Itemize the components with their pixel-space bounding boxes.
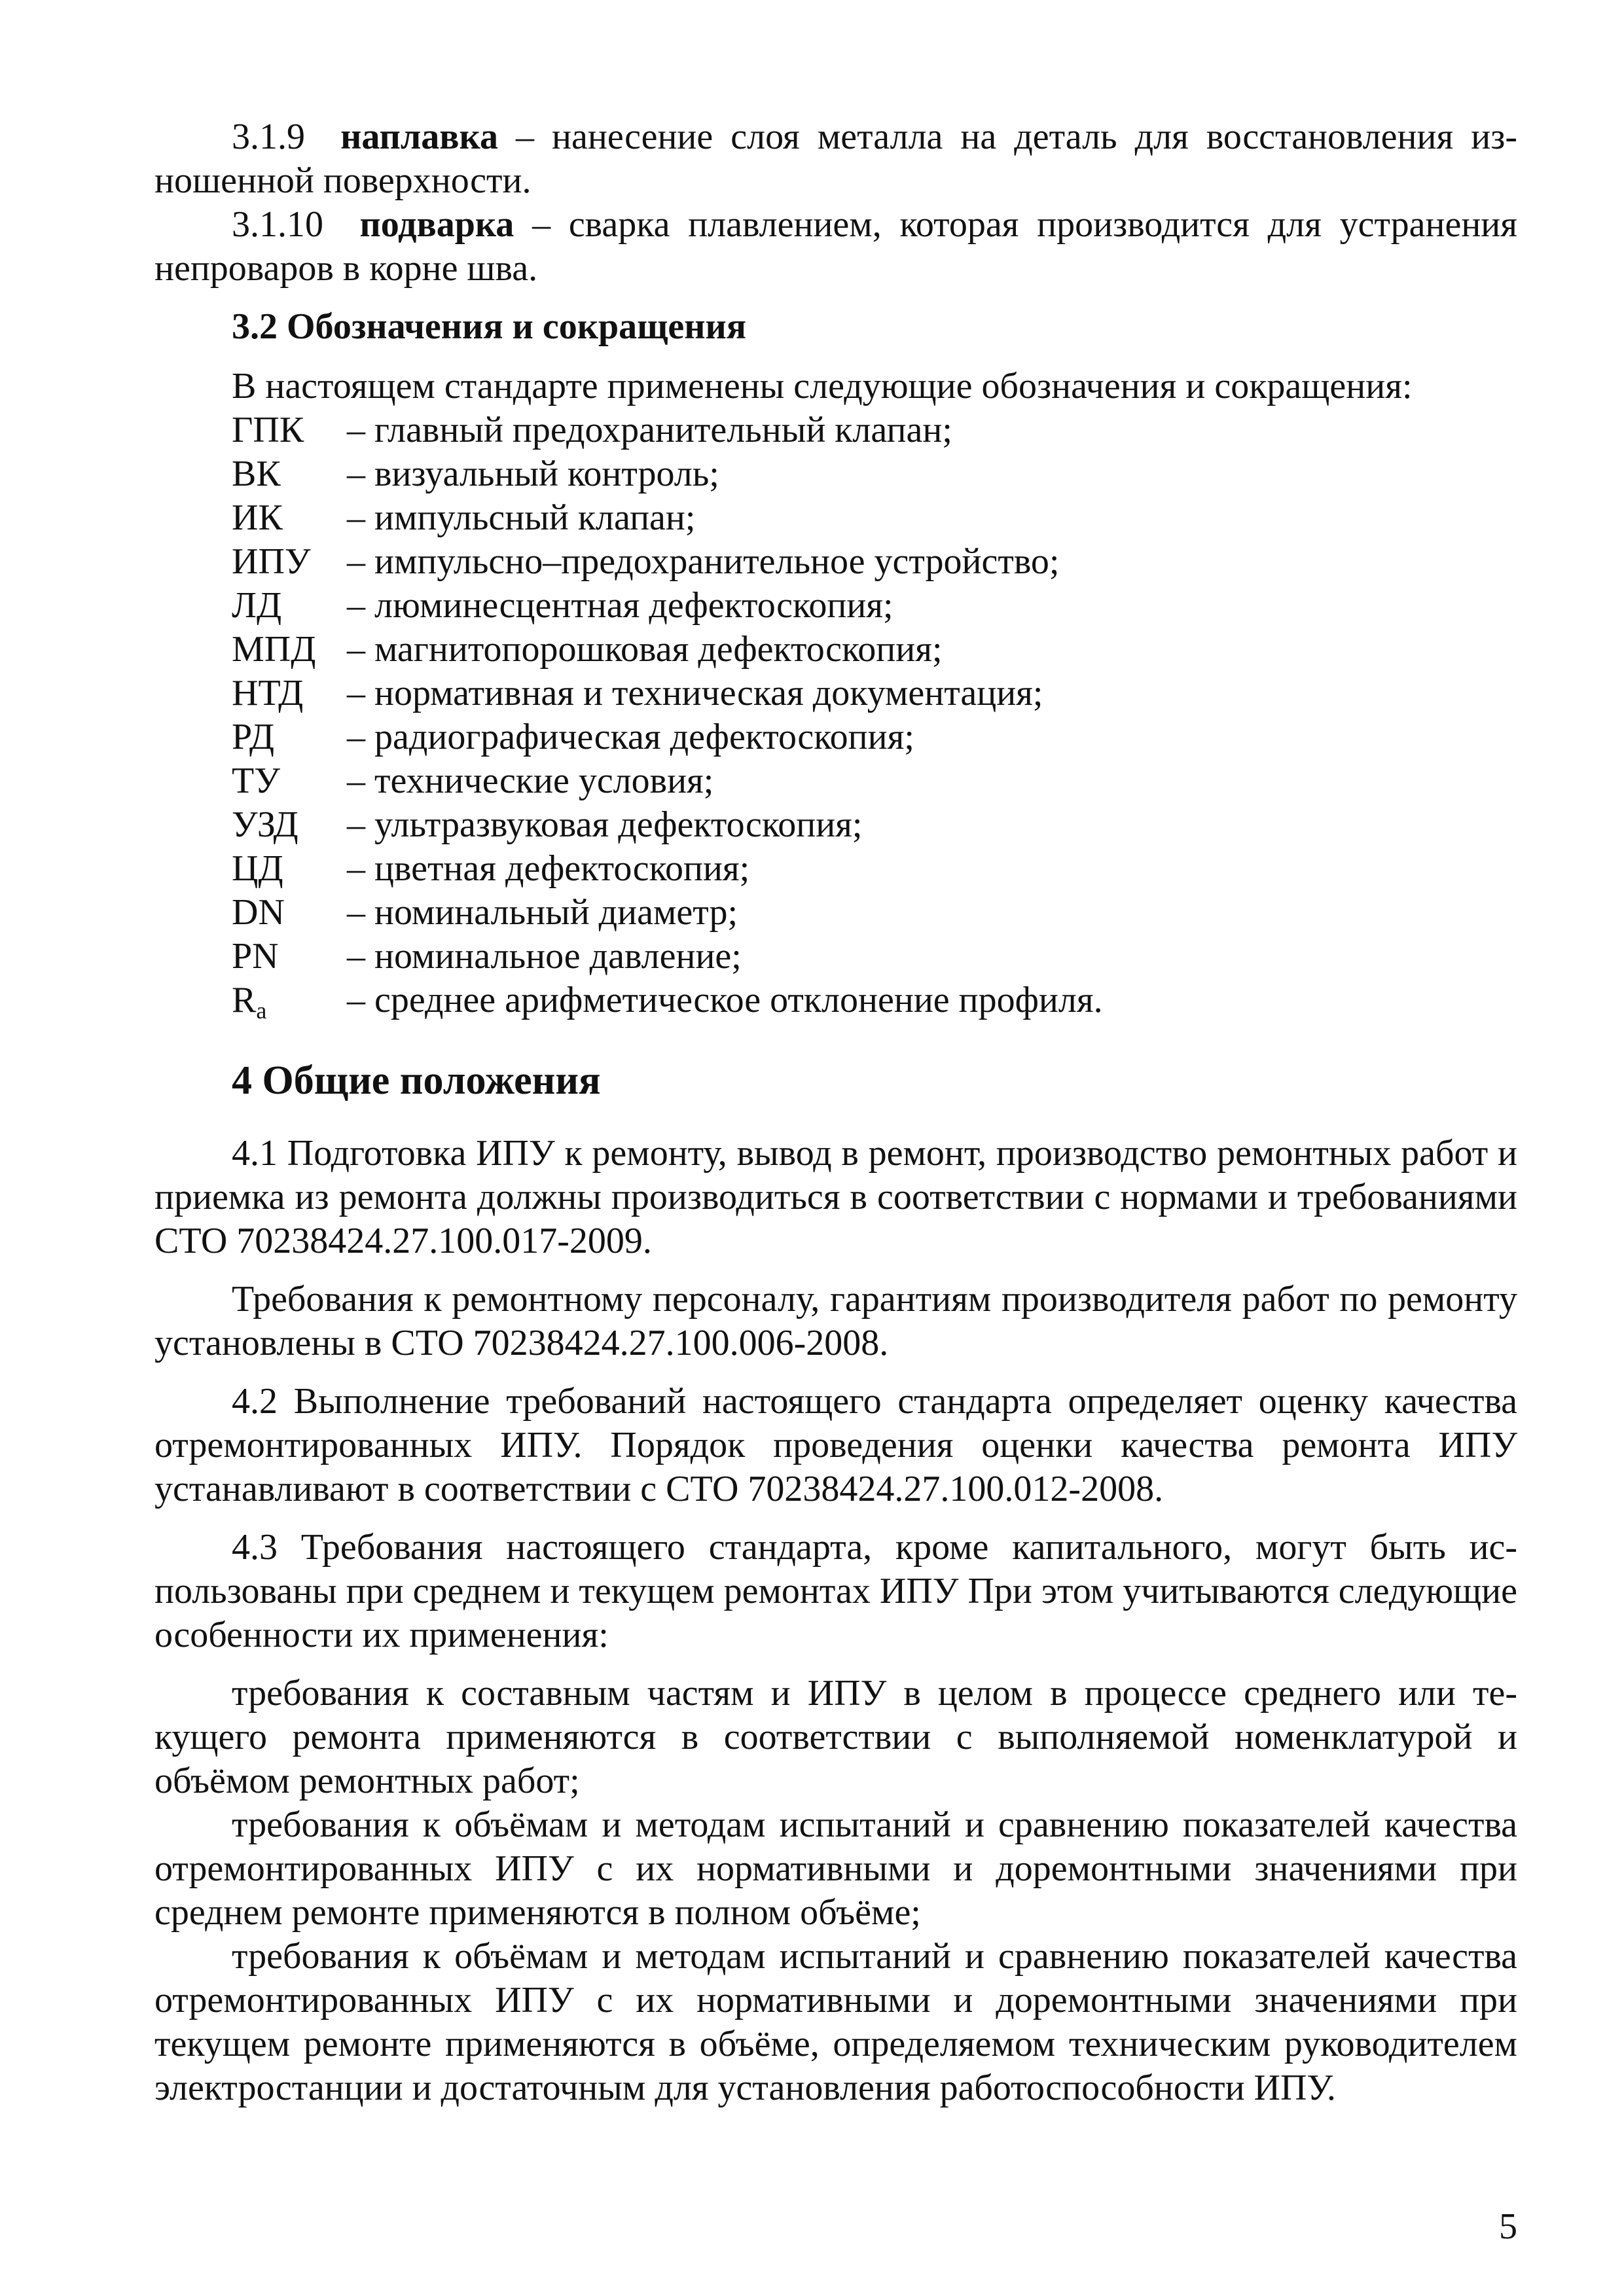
paragraph-4-3: 4.3 Требования настоящего стандарта, кроме капитального, могут быть использованы при среднем и текущем ремонтах ИПУ При этом учитываются следующие особенности их применения: [154,1527,1517,1655]
abbreviation-code: ИПУ [232,541,311,582]
abbreviation-code: PN [232,936,279,977]
abbreviations-list [154,408,1517,1022]
abbreviation-code: ЦД [232,848,283,889]
abbreviation-row [232,452,1517,496]
list-item: требования к объёмам и методам испытаний и сравнению показателей качества отремонтированных ИПУ с их нормативными и доремонтными значениями при среднем ремонте применяются в полном объёме; [154,1804,1517,1933]
abbreviation-description: – люминесцентная дефектоскопия; [347,585,893,626]
abbreviation-row [232,759,1517,803]
abbreviation-description: – номинальный диаметр; [347,892,738,933]
abbreviation-code-base: R [232,980,257,1020]
definition-text: – сварка плавлением, которая производится для устранения непроваров в корне шва. [154,204,1518,289]
abbreviation-row [232,584,1517,628]
abbreviation-description: – цветная дефектоскопия; [347,848,750,889]
list-item: требования к объёмам и методам испытаний и сравнению показателей качества отремонтированных ИПУ с их нормативными и доремонтными значениями при текущем ремонте применяются в объёме, определяемом техническим руководителем электростанции и достаточным для установления работоспособности ИПУ. [154,1936,1517,2108]
abbreviation-code: ИК [232,497,283,538]
abbreviation-description: – ультразвуковая дефектоскопия; [347,804,863,845]
abbreviations-intro: В настоящем стандарте применены следующие обозначения и сокращения: [232,366,1413,406]
abbreviation-description: – магнитопорошковая дефектоскопия; [347,629,943,670]
abbreviation-description: – импульсно–предохранительное устройство; [347,541,1060,582]
abbreviation-description: – главный предохранительный клапан; [347,410,952,450]
abbreviation-description: – среднее арифметическое отклонение профиля. [347,980,1103,1020]
abbreviation-row [232,540,1517,584]
abbreviation-description: – визуальный контроль; [347,454,719,494]
paragraph-4-1-personnel: Требования к ремонтному персоналу, гарантиям производителя работ по ремонту установлены в СТО 70238424.27.100.006-2008. [154,1279,1517,1363]
definition-3-1-10 [154,203,1517,291]
abbreviation-row [232,672,1517,715]
abbreviation-row [232,891,1517,935]
abbreviation-code: ТУ [232,761,280,801]
paragraph-4-2: 4.2 Выполнение требований настоящего стандарта определяет оценку качества отремонтированных ИПУ. Порядок проведения оценки качества ремонта ИПУ устанавливают в соответствии с СТО 70238424.27.100.012-2008. [154,1381,1517,1509]
abbreviation-code: DN [232,892,285,933]
definition-term: подварка [359,204,514,245]
abbreviation-row [232,715,1517,759]
definition-text: – нанесение слоя металла на деталь для восстановления изношенной поверхности. [154,117,1517,201]
abbreviation-description: – нормативная и техническая документация; [347,673,1043,713]
abbreviation-row [232,628,1517,672]
abbreviation-code: ЛД [232,585,282,626]
abbreviation-code: ГПК [232,410,304,450]
abbreviation-description: – импульсный клапан; [347,497,696,538]
abbreviation-row [232,978,1517,1022]
abbreviation-row [232,408,1517,452]
list-item: требования к составным частям и ИПУ в целом в процессе среднего или текущего ремонта применяются в соответствии с выполняемой номенклатурой и объёмом ремонтных работ; [154,1673,1517,1801]
definition-term: наплавка [340,117,498,157]
abbreviation-code-subscript: a [256,997,267,1024]
definition-number: 3.1.10 [232,204,323,245]
abbreviation-row [232,803,1517,847]
abbreviation-row [232,847,1517,891]
abbreviation-code [232,978,347,1022]
abbreviation-code: УЗД [232,804,298,845]
abbreviation-row [232,935,1517,978]
definition-3-1-9 [154,115,1517,203]
abbreviation-description: – радиографическая дефектоскопия; [347,717,914,757]
document-page [154,115,1517,2110]
abbreviation-description: – номинальное давление; [347,936,742,977]
abbreviation-code: ВК [232,454,281,494]
abbreviation-description: – технические условия; [347,761,714,801]
abbreviation-code: НТД [232,673,304,713]
section-4-heading: 4 Общие положения [232,1058,601,1103]
abbreviation-code: МПД [232,629,316,670]
abbreviation-row [232,496,1517,540]
section-3-2-heading: 3.2 Обозначения и сокращения [232,306,747,347]
page-number: 5 [1499,2206,1517,2247]
definition-number: 3.1.9 [232,117,305,157]
paragraph-4-1: 4.1 Подготовка ИПУ к ремонту, вывод в ремонт, производство ремонтных работ и приемка из ремонта должны производиться в соответствии с нормами и требованиями СТО 70238424.27.100.017-2009. [154,1133,1517,1261]
abbreviation-code: РД [232,717,275,757]
